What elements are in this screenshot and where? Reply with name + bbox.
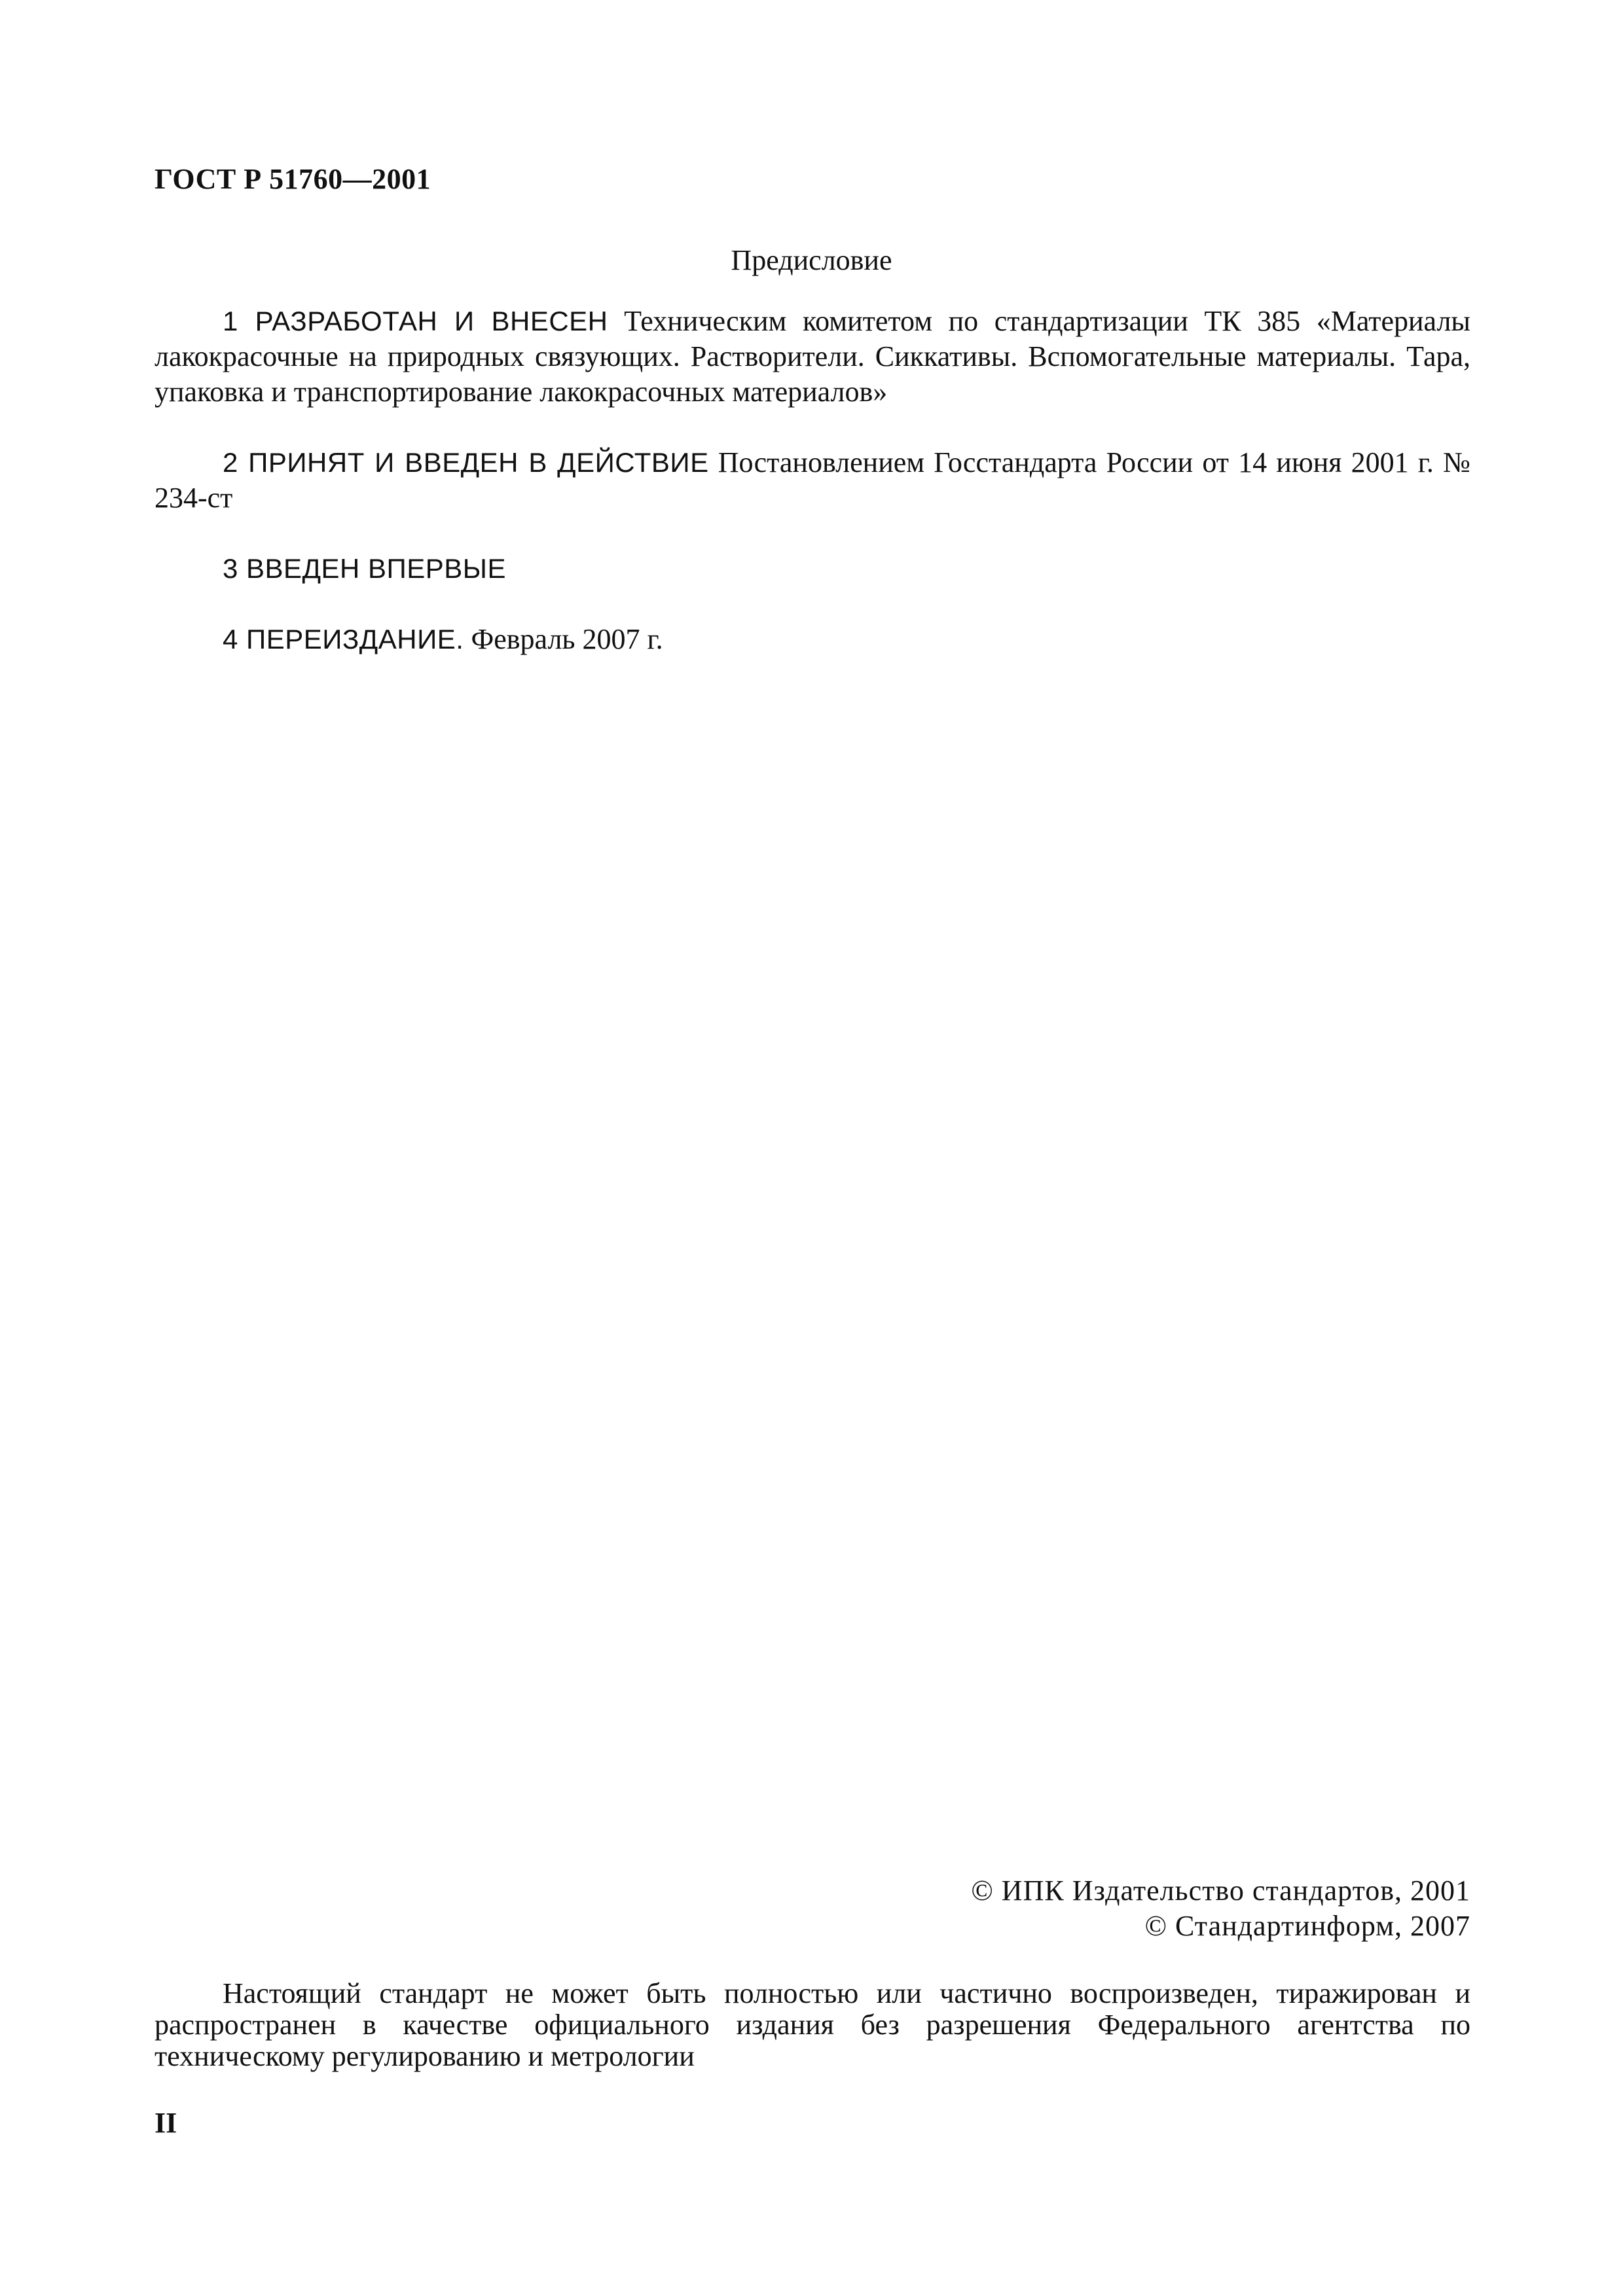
item-4-lead: 4 ПЕРЕИЗДАНИЕ. — [223, 624, 464, 655]
page-title: Предисловие — [731, 244, 892, 276]
foreword-body — [155, 304, 1470, 692]
foreword-item-1 — [155, 304, 1470, 410]
page-number: II — [155, 2107, 177, 2139]
reproduction-notice: Настоящий стандарт не может быть полностью или частично воспроизведен, тиражирован и распространен в качестве официального издания без разрешения Федерального агентства по техническому регулированию и метрологии — [155, 1977, 1470, 2072]
item-2-lead: 2 ПРИНЯТ И ВВЕДЕН В ДЕЙСТВИЕ — [223, 447, 709, 478]
item-1-text: Техническим комитетом по стандартизации ТК 385 «Материалы лакокрасочные на природных связующих. Растворители. Сиккативы. Вспомогательные материалы. Тара, упаковка и транспортирование лакокрасочных материалов» — [155, 305, 1470, 408]
copyright-line-2: © Стандартинформ, 2007 — [1144, 1910, 1470, 1942]
item-4-text: Февраль 2007 г. — [464, 623, 663, 655]
copyright-block — [971, 1873, 1470, 1944]
document-code: ГОСТ Р 51760—2001 — [155, 163, 431, 195]
item-2-text: Постановлением Госстандарта России от 14 июня 2001 г. № 234-ст — [155, 446, 1470, 514]
foreword-item-4 — [155, 622, 1470, 657]
foreword-item-3 — [155, 551, 1470, 586]
foreword-item-2 — [155, 445, 1470, 516]
item-3-lead: 3 ВВЕДЕН ВПЕРВЫЕ — [223, 553, 506, 584]
copyright-line-1: © ИПК Издательство стандартов, 2001 — [971, 1874, 1470, 1907]
item-1-lead: 1 РАЗРАБОТАН И ВНЕСЕН — [223, 306, 608, 336]
